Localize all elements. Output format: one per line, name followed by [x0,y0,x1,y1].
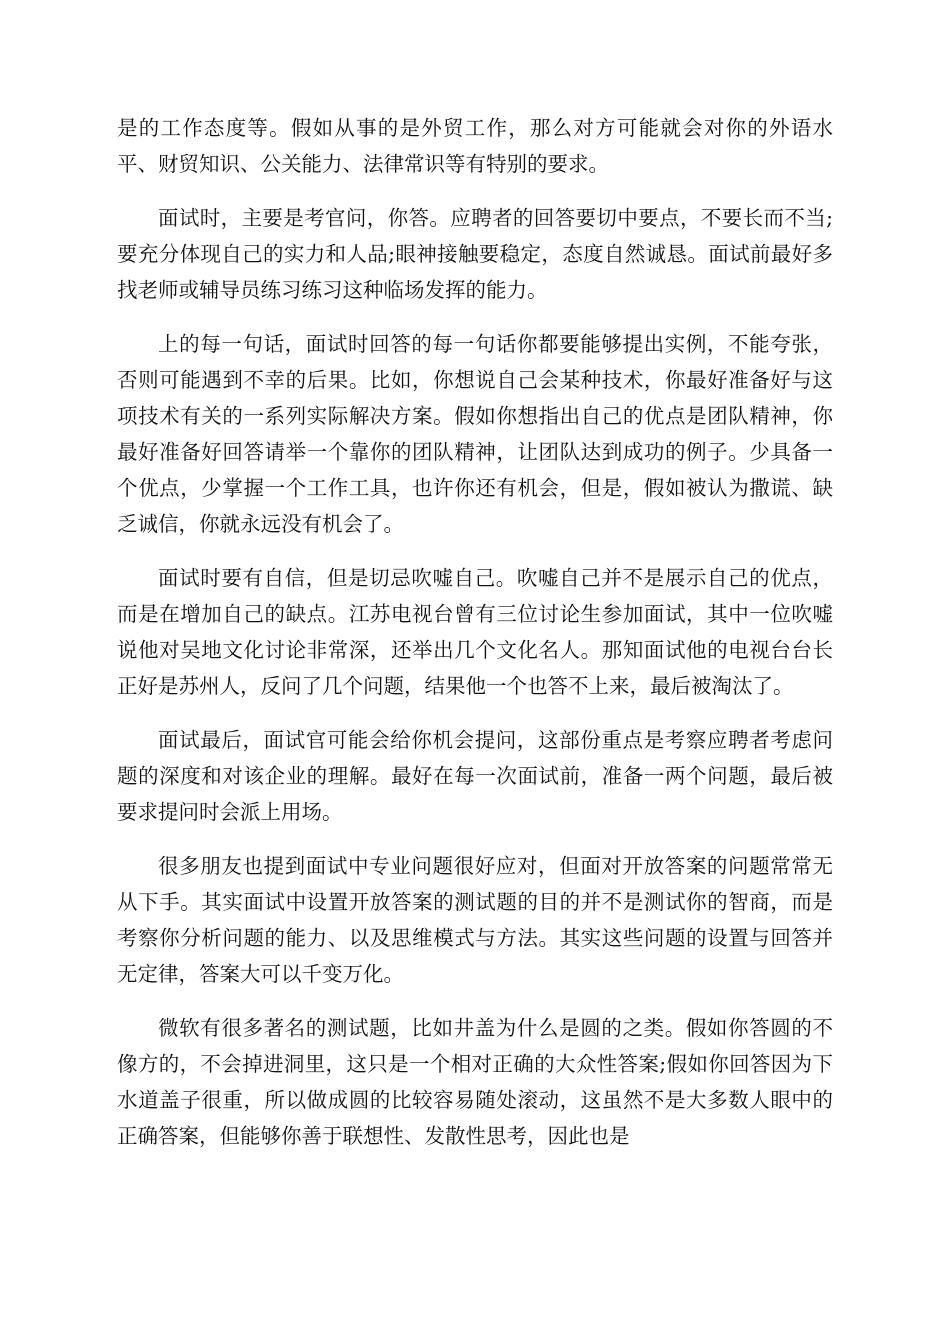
paragraph-2: 面试时，主要是考官问，你答。应聘者的回答要切中要点，不要长而不当;要充分体现自己的实力和人品;眼神接触要稳定，态度自然诚恳。面试前最好多找老师或辅导员练习练习这种临场发挥的能力。 [117,206,833,302]
document-page [117,110,833,1172]
paragraph-4: 面试时要有自信，但是切忌吹嘘自己。吹嘘自己并不是展示自己的优点，而是在增加自己的缺点。江苏电视台曾有三位讨论生参加面试，其中一位吹嘘说他对吴地文化讨论非常深，还举出几个文化名人。那知面试他的电视台台长正好是苏州人，反问了几个问题，结果他一个也答不上来，最后被淘汰了。 [117,566,833,698]
paragraph-7: 微软有很多著名的测试题，比如井盖为什么是圆的之类。假如你答圆的不像方的，不会掉进洞里，这只是一个相对正确的大众性答案;假如你回答因为下水道盖子很重，所以做成圆的比较容易随处滚动，这虽然不是大多数人眼中的正确答案，但能够你善于联想性、发散性思考，因此也是 [117,1016,833,1148]
paragraph-6: 很多朋友也提到面试中专业问题很好应对，但面对开放答案的问题常常无从下手。其实面试中设置开放答案的测试题的目的并不是测试你的智商，而是考察你分析问题的能力、以及思维模式与方法。其实这些问题的设置与回答并无定律，答案大可以千变万化。 [117,854,833,986]
paragraph-5: 面试最后，面试官可能会给你机会提问，这部份重点是考察应聘者考虑问题的深度和对该企业的理解。最好在每一次面试前，准备一两个问题，最后被要求提问时会派上用场。 [117,728,833,824]
paragraph-1: 是的工作态度等。假如从事的是外贸工作，那么对方可能就会对你的外语水平、财贸知识、公关能力、法律常识等有特别的要求。 [117,116,833,176]
paragraph-3: 上的每一句话，面试时回答的每一句话你都要能够提出实例，不能夸张，否则可能遇到不幸的后果。比如，你想说自己会某种技术，你最好准备好与这项技术有关的一系列实际解决方案。假如你想指出自己的优点是团队精神，你最好准备好回答请举一个靠你的团队精神，让团队达到成功的例子。少具备一个优点，少掌握一个工作工具，也许你还有机会，但是，假如被认为撒谎、缺乏诚信，你就永远没有机会了。 [117,332,833,536]
